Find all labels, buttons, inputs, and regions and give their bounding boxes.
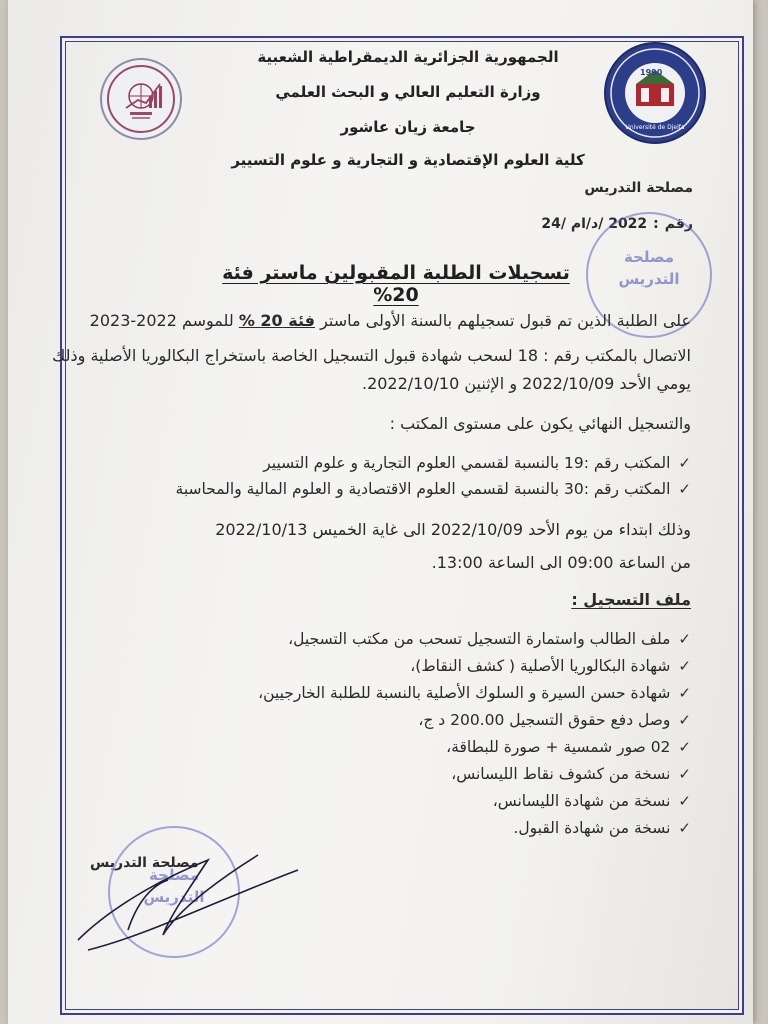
office-item-2-text: المكتب رقم :30 بالنسبة لقسمي العلوم الاقتصادية و العلوم المالية والمحاسبة: [175, 480, 671, 498]
intro-part2: للموسم 2022-2023: [89, 311, 234, 330]
file-item-3-text: شهادة حسن السيرة و السلوك الأصلية بالنسبة للطلبة الخارجيين،: [258, 684, 671, 702]
header-ministry: وزارة التعليم العالي و البحث العلمي: [275, 83, 541, 101]
check-icon: ✓: [678, 765, 691, 783]
file-item-5: [446, 738, 691, 756]
check-icon: ✓: [678, 819, 691, 837]
header-republic: الجمهورية الجزائرية الديمقراطية الشعبية: [257, 48, 559, 66]
check-icon: ✓: [678, 684, 691, 702]
intro-line: [90, 311, 691, 330]
signature-label: مصلحة التدريس: [90, 855, 199, 871]
file-item-6-text: نسخة من كشوف نقاط الليسانس،: [451, 765, 671, 783]
file-item-8: [513, 819, 691, 837]
office-item-1-text: المكتب رقم :19 بالنسبة لقسمي العلوم التجارية و علوم التسيير: [263, 454, 671, 472]
file-item-1-text: ملف الطالب واستمارة التسجيل تسحب من مكتب التسجيل،: [288, 630, 671, 648]
file-item-7: [493, 792, 691, 810]
university-logo-year: 1990: [640, 68, 663, 77]
office-item-1: [263, 454, 691, 472]
file-item-3: [258, 684, 691, 702]
reference-line: رقم : 2022 /د/ام /24: [541, 216, 693, 232]
check-icon: ✓: [678, 630, 691, 648]
check-icon: ✓: [678, 657, 691, 675]
file-item-4: [418, 711, 691, 729]
handwritten-signature: [68, 840, 308, 960]
file-heading: ملف التسجيل :: [571, 590, 691, 609]
check-icon: ✓: [678, 454, 691, 472]
document-page: [8, 0, 753, 1024]
document-title: تسجيلات الطلبة المقبولين ماستر فئة 20%: [222, 262, 570, 306]
reference-label: رقم: [664, 216, 693, 232]
file-item-4-text: وصل دفع حقوق التسجيل 200.00 د ج،: [418, 711, 671, 729]
file-item-8-text: نسخة من شهادة القبول.: [513, 819, 671, 837]
file-item-5-text: 02 صور شمسية + صورة للبطاقة،: [446, 738, 671, 756]
header-faculty: كلية العلوم الإقتصادية و التجارية و علوم التسيير: [231, 151, 585, 169]
faculty-logo-graphic: [102, 60, 180, 138]
faculty-logo: [100, 58, 182, 140]
file-item-7-text: نسخة من شهادة الليسانس،: [492, 792, 671, 810]
check-icon: ✓: [678, 792, 691, 810]
period-line-2: من الساعة 09:00 الى الساعة 13:00.: [431, 553, 691, 572]
header-university: جامعة زيان عاشور: [340, 118, 476, 136]
intro-highlight: فئة 20 %: [238, 311, 315, 330]
check-icon: ✓: [678, 738, 691, 756]
stamp-bottom-line2: التدريس: [143, 888, 205, 906]
file-item-6: [451, 765, 691, 783]
department-label: مصلحة التدريس: [584, 180, 693, 196]
reference-value: 2022 /د/ام /24: [541, 216, 648, 232]
university-logo: [604, 42, 706, 144]
stamp-top-line1: مصلحة: [623, 248, 675, 266]
stamp-bottom-line1: مصلحة: [148, 866, 200, 884]
office-item-2: [176, 480, 691, 498]
period-line-1: وذلك ابتداء من يوم الأحد 2022/10/09 الى غاية الخميس 2022/10/13: [215, 520, 691, 539]
contact-line-1: الاتصال بالمكتب رقم : 18 لسحب شهادة قبول التسجيل الخاصة باستخراج البكالوريا الأصلية وذلك: [52, 346, 691, 365]
stamp-top-line2: التدريس: [618, 270, 680, 288]
contact-line-2: يومي الأحد 2022/10/09 و الإثنين 2022/10/10.: [361, 374, 691, 393]
final-registration-line: والتسجيل النهائي يكون على مستوى المكتب :: [389, 414, 691, 433]
intro-part1: على الطلبة الذين تم قبول تسجيلهم بالسنة الأولى ماستر: [320, 311, 691, 330]
check-icon: ✓: [678, 480, 691, 498]
university-logo-caption: Université de Djelfa: [625, 124, 685, 131]
file-item-1: [288, 630, 691, 648]
check-icon: ✓: [678, 711, 691, 729]
file-item-2: [410, 657, 691, 675]
file-item-2-text: شهادة البكالوريا الأصلية ( كشف النقاط)،: [410, 657, 671, 675]
